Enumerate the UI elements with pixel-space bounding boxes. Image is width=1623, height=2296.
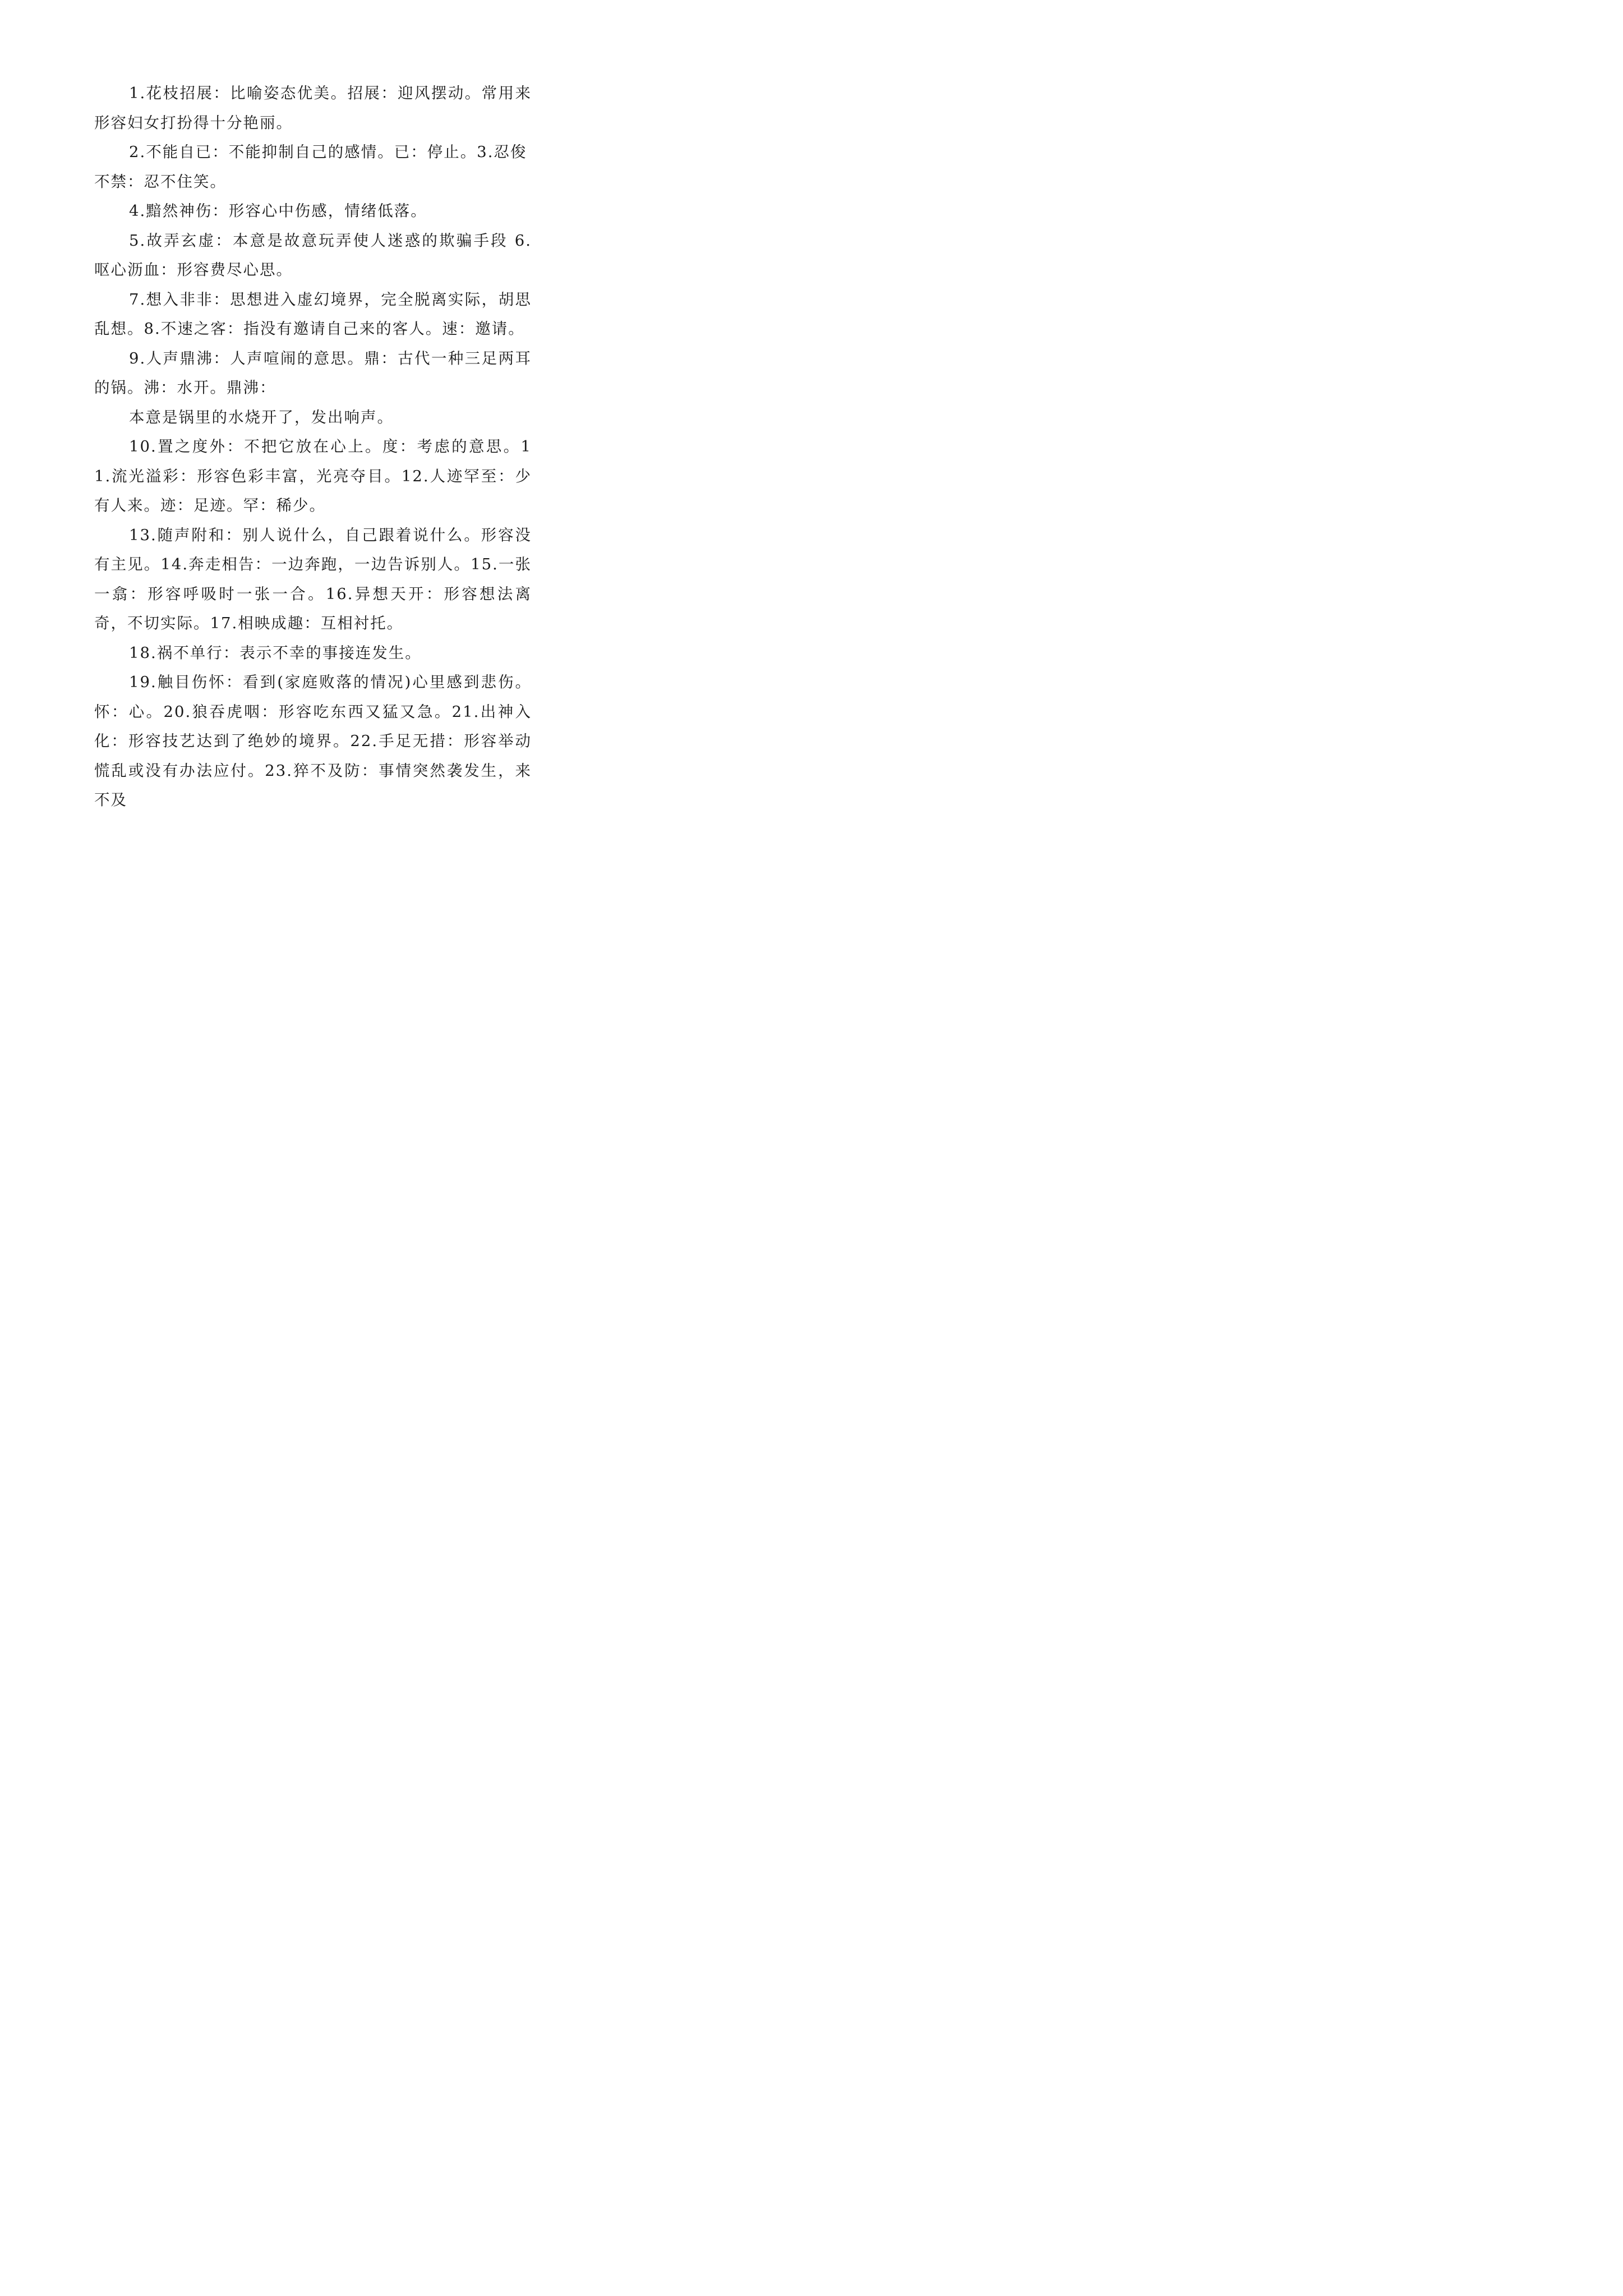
paragraph-2: 2.不能自已：不能抑制自己的感情。已：停止。3.忍俊不禁：忍不住笑。 xyxy=(94,143,527,191)
document-body xyxy=(94,79,532,815)
paragraph-10: 18.祸不单行：表示不幸的事接连发生。 xyxy=(129,643,422,662)
paragraph-4: 5.故弄玄虚：本意是故意玩弄使人迷惑的欺骗手段 6.呕心沥血：形容费尽心思。 xyxy=(94,231,532,279)
paragraph-8: 10.置之度外：不把它放在心上。度：考虑的意思。11.流光溢彩：形容色彩丰富，光亮夺目。12.人迹罕至：少有人来。迹：足迹。罕：稀少。 xyxy=(94,438,532,514)
paragraph-3: 4.黯然神伤：形容心中伤感，情绪低落。 xyxy=(129,202,427,220)
paragraph-9: 13.随声附和：别人说什么，自己跟着说什么。形容没有主见。14.奔走相告：一边奔跑，一边告诉别人。15.一张一翕：形容呼吸时一张一合。16.异想天开：形容想法离奇，不切实际。17.相映成趣：互相衬托。 xyxy=(94,526,532,632)
document-page xyxy=(0,0,617,872)
paragraph-1: 1.花枝招展：比喻姿态优美。招展：迎风摆动。常用来形容妇女打扮得十分艳丽。 xyxy=(94,84,532,132)
paragraph-6: 9.人声鼎沸：人声喧闹的意思。鼎：古代一种三足两耳的锅。沸：水开。鼎沸： xyxy=(94,349,532,397)
paragraph-7: 本意是锅里的水烧开了，发出响声。 xyxy=(129,408,394,426)
paragraph-5: 7.想入非非：思想进入虚幻境界，完全脱离实际，胡思乱想。8.不速之客：指没有邀请自己来的客人。速：邀请。 xyxy=(94,290,532,338)
paragraph-11: 19.触目伤怀：看到(家庭败落的情况)心里感到悲伤。怀：心。20.狼吞虎咽：形容吃东西又猛又急。21.出神入化：形容技艺达到了绝妙的境界。22.手足无措：形容举动慌乱或没有办法应付。23.猝不及防：事情突然袭发生，来不及 xyxy=(94,673,532,809)
